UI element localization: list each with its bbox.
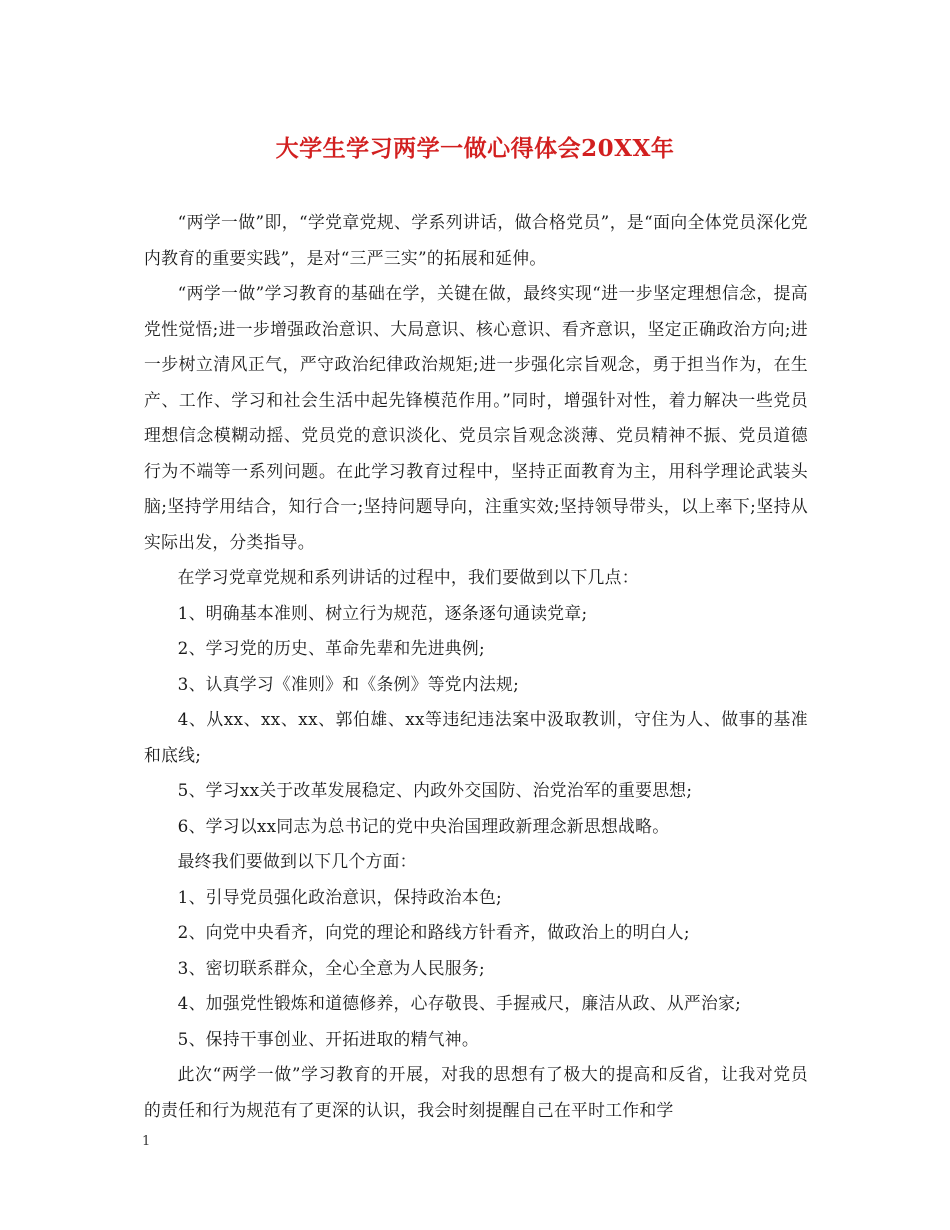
paragraph: 最终我们要做到以下几个方面： [177, 851, 417, 871]
list-item: 3、认真学习《准则》和《条例》等党内法规; [177, 673, 520, 694]
paragraph: “两学一做”学习教育的基础在学，关键在做，最终实现“进一步坚定理想信念，提高党性觉悟;进一步增强政治意识、大局意识、核心意识、看齐意识，坚定正确政治方向;进一步树立清风正气，严守政治纪律政治规矩;进一步强化宗旨观念，勇于担当作为，在生产、工作、学习和社会生活中起先锋模范作用。”同时，增强针对性，着力解决一些党员理想信念模糊动摇、党员党的意识淡化、党员宗旨观念淡薄、党员精神不振、党员道德行为不端等一系列问题。在此学习教育过程中，坚持正面教育为主，用科学理论武装头脑;坚持学用结合，知行合一;坚持问题导向，注重实效;坚持领导带头，以上率下;坚持从实际出发，分类指导。 [144, 283, 808, 552]
paragraph: 在学习党章党规和系列讲话的过程中，我们要做到以下几点： [177, 567, 639, 587]
list-item: 3、密切联系群众，全心全意为人民服务; [177, 957, 485, 978]
paragraph: “两学一做”即，“学党章党规、学系列讲话，做合格党员”，是“面向全体党员深化党内教育的重要实践”，是对“三严三实”的拓展和延伸。 [144, 212, 808, 268]
list-item: 5、保持干事创业、开拓进取的精气神。 [177, 1028, 479, 1049]
page-number: 1 [142, 1134, 151, 1149]
list-item: 1、引导党员强化政治意识，保持政治本色; [177, 886, 502, 907]
list-item: 4、从xx、xx、xx、郭伯雄、xx等违纪违法案中汲取教训，守住为人、做事的基准和底线; [144, 709, 808, 765]
list-item: 4、加强党性锻炼和道德修养，心存敬畏、手握戒尺，廉洁从政、从严治家; [177, 993, 742, 1013]
document-title: 大学生学习两学一做心得体会20XX年 [275, 135, 675, 162]
document-body [144, 205, 808, 1128]
list-item: 6、学习以xx同志为总书记的党中央治国理政新理念新思想战略。 [177, 815, 670, 836]
paragraph: 此次“两学一做”学习教育的开展，对我的思想有了极大的提高和反省，让我对党员的责任和行为规范有了更深的认识，我会时刻提醒自己在平时工作和学 [144, 1064, 808, 1120]
list-item: 2、向党中央看齐，向党的理论和路线方针看齐，做政治上的明白人; [177, 922, 690, 942]
list-item: 2、学习党的历史、革命先辈和先进典例; [177, 638, 485, 658]
list-item: 1、明确基本准则、树立行为规范，逐条逐句通读党章; [177, 602, 588, 623]
list-item: 5、学习xx关于改革发展稳定、内政外交国防、治党治军的重要思想; [177, 780, 693, 800]
